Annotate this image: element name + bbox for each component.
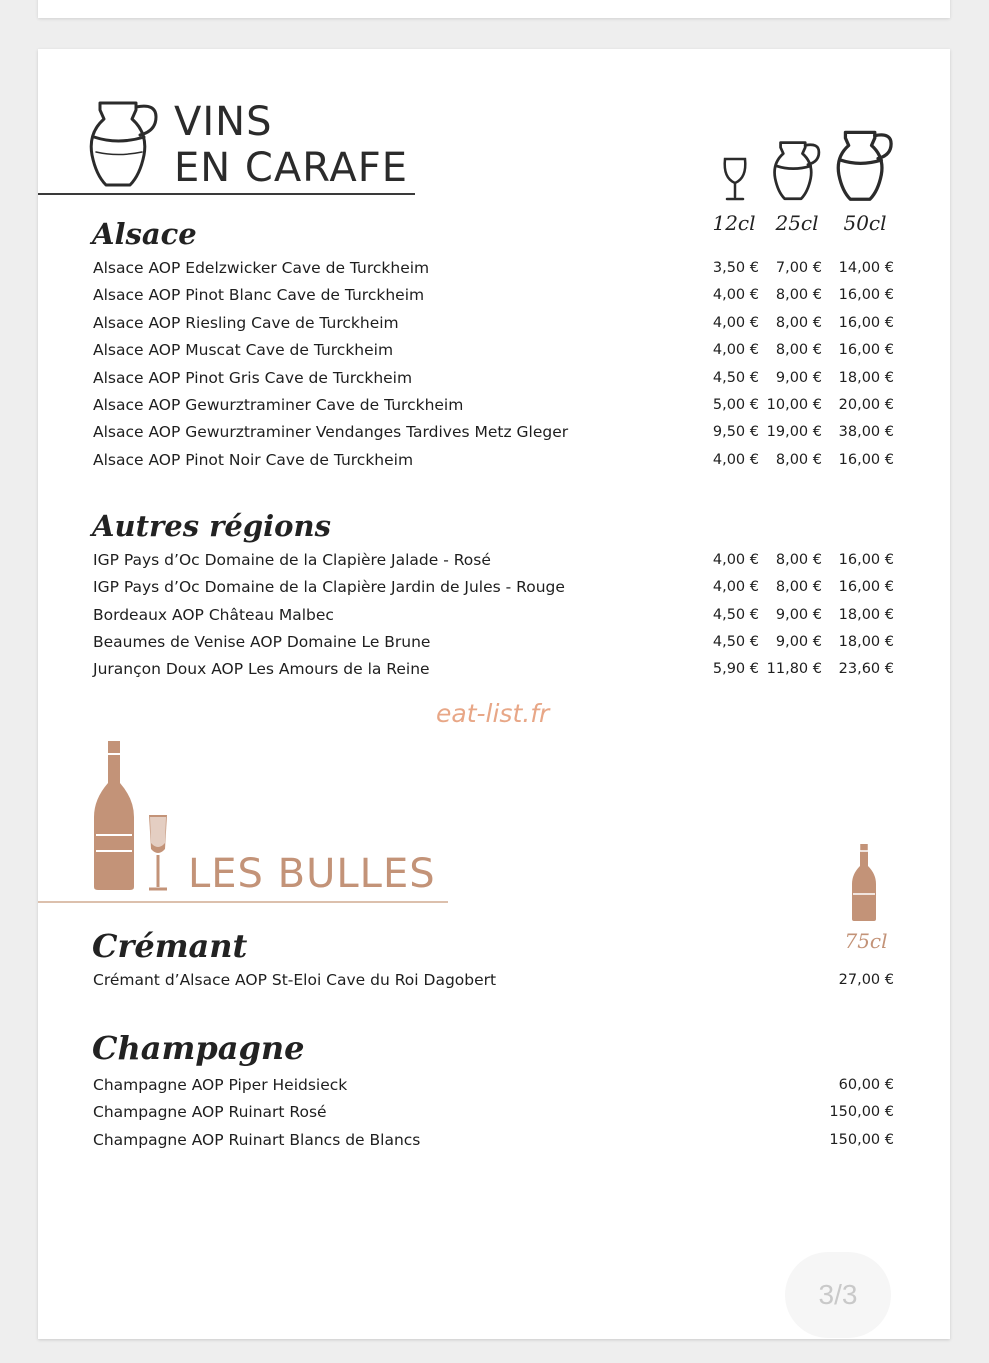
price-50cl: 16,00 € — [838, 579, 894, 595]
watermark: eat-list.fr — [436, 699, 550, 728]
carafe-25cl-icon — [771, 138, 823, 202]
price-25cl: 11,80 € — [766, 661, 822, 677]
price-25cl: 8,00 € — [775, 287, 822, 303]
col-header-50cl: 50cl — [843, 211, 887, 235]
price-12cl: 4,00 € — [712, 287, 759, 303]
wine-name: Bordeaux AOP Château Malbec — [93, 606, 334, 624]
wine-row — [38, 369, 950, 396]
wine-row — [38, 1131, 950, 1158]
price-12cl: 4,50 € — [712, 634, 759, 650]
wine-name: Beaumes de Venise AOP Domaine Le Brune — [93, 633, 431, 651]
price-50cl: 16,00 € — [838, 552, 894, 568]
wine-row — [38, 551, 950, 578]
col-header-75cl: 75cl — [844, 929, 888, 953]
wine-name: Champagne AOP Ruinart Rosé — [93, 1103, 327, 1121]
price-12cl: 4,50 € — [712, 607, 759, 623]
price-12cl: 3,50 € — [712, 260, 759, 276]
price-75cl: 150,00 € — [829, 1132, 894, 1148]
bulles-title: LES BULLES — [188, 851, 436, 897]
wine-name: Alsace AOP Gewurztraminer Vendanges Tardives Metz Gleger — [93, 423, 569, 441]
wine-row — [38, 578, 950, 605]
price-50cl: 16,00 € — [838, 342, 894, 358]
price-25cl: 10,00 € — [766, 397, 822, 413]
wine-row — [38, 633, 950, 660]
wine-name: Alsace AOP Pinot Noir Cave de Turckheim — [93, 451, 414, 469]
page-indicator[interactable]: 3/3 — [785, 1252, 891, 1338]
price-50cl: 38,00 € — [838, 424, 894, 440]
price-50cl: 16,00 € — [838, 452, 894, 468]
wine-row — [38, 341, 950, 368]
price-50cl: 20,00 € — [838, 397, 894, 413]
wine-name: IGP Pays d’Oc Domaine de la Clapière Jardin de Jules - Rouge — [93, 578, 565, 596]
price-12cl: 5,00 € — [712, 397, 759, 413]
price-25cl: 19,00 € — [766, 424, 822, 440]
wine-row — [38, 971, 950, 998]
subheading-cremant: Crémant — [92, 927, 248, 965]
price-50cl: 18,00 € — [838, 634, 894, 650]
wine-name: Champagne AOP Ruinart Blancs de Blancs — [93, 1131, 421, 1149]
subheading-champagne: Champagne — [92, 1029, 305, 1067]
price-50cl: 18,00 € — [838, 607, 894, 623]
price-12cl: 4,00 € — [712, 315, 759, 331]
carafe-50cl-icon — [834, 127, 896, 203]
wine-name: Alsace AOP Pinot Gris Cave de Turckheim — [93, 369, 413, 387]
menu-page — [38, 49, 950, 1339]
price-25cl: 8,00 € — [775, 315, 822, 331]
price-75cl: 27,00 € — [838, 972, 894, 988]
carafe-title-rule — [38, 193, 415, 195]
wine-name: Alsace AOP Muscat Cave de Turckheim — [93, 341, 394, 359]
wine-name: Crémant d’Alsace AOP St-Eloi Cave du Roi Dagobert — [93, 971, 497, 989]
previous-page-card — [38, 0, 950, 18]
wine-row — [38, 1076, 950, 1103]
price-12cl: 9,50 € — [712, 424, 759, 440]
price-12cl: 4,00 € — [712, 579, 759, 595]
price-25cl: 9,00 € — [775, 370, 822, 386]
price-12cl: 4,00 € — [712, 552, 759, 568]
bulles-title-rule — [38, 901, 448, 903]
price-25cl: 8,00 € — [775, 452, 822, 468]
wine-name: Jurançon Doux AOP Les Amours de la Reine — [93, 660, 430, 678]
price-75cl: 60,00 € — [838, 1077, 894, 1093]
price-25cl: 8,00 € — [775, 579, 822, 595]
wine-row — [38, 314, 950, 341]
price-50cl: 18,00 € — [838, 370, 894, 386]
wine-glass-icon — [721, 156, 749, 202]
price-50cl: 23,60 € — [838, 661, 894, 677]
price-75cl: 150,00 € — [829, 1104, 894, 1120]
price-50cl: 14,00 € — [838, 260, 894, 276]
carafe-icon — [86, 97, 162, 189]
wine-row — [38, 660, 950, 687]
wine-row — [38, 451, 950, 478]
price-25cl: 7,00 € — [775, 260, 822, 276]
price-12cl: 4,00 € — [712, 342, 759, 358]
price-25cl: 8,00 € — [775, 342, 822, 358]
price-12cl: 4,50 € — [712, 370, 759, 386]
wine-name: Champagne AOP Piper Heidsieck — [93, 1076, 348, 1094]
carafe-title-line2: EN CARAFE — [174, 145, 409, 191]
col-header-12cl: 12cl — [712, 211, 756, 235]
wine-row — [38, 396, 950, 423]
price-25cl: 8,00 € — [775, 552, 822, 568]
wine-name: Alsace AOP Gewurztraminer Cave de Turckheim — [93, 396, 464, 414]
subheading-alsace: Alsace — [92, 217, 197, 251]
price-50cl: 16,00 € — [838, 287, 894, 303]
subheading-autres-regions: Autres régions — [92, 509, 331, 543]
wine-name: Alsace AOP Riesling Cave de Turckheim — [93, 314, 399, 332]
price-12cl: 4,00 € — [712, 452, 759, 468]
wine-row — [38, 1103, 950, 1130]
bottle-75cl-icon — [850, 842, 878, 922]
wine-row — [38, 286, 950, 313]
champagne-flute-icon — [146, 813, 170, 891]
wine-row — [38, 259, 950, 286]
wine-name: Alsace AOP Pinot Blanc Cave de Turckheim — [93, 286, 425, 304]
price-50cl: 16,00 € — [838, 315, 894, 331]
col-header-25cl: 25cl — [775, 211, 819, 235]
champagne-bottle-icon — [92, 739, 136, 891]
price-25cl: 9,00 € — [775, 634, 822, 650]
wine-row — [38, 606, 950, 633]
carafe-title-line1: VINS — [174, 99, 273, 145]
wine-row — [38, 423, 950, 450]
price-12cl: 5,90 € — [712, 661, 759, 677]
price-25cl: 9,00 € — [775, 607, 822, 623]
wine-name: Alsace AOP Edelzwicker Cave de Turckheim — [93, 259, 430, 277]
wine-name: IGP Pays d’Oc Domaine de la Clapière Jalade - Rosé — [93, 551, 491, 569]
